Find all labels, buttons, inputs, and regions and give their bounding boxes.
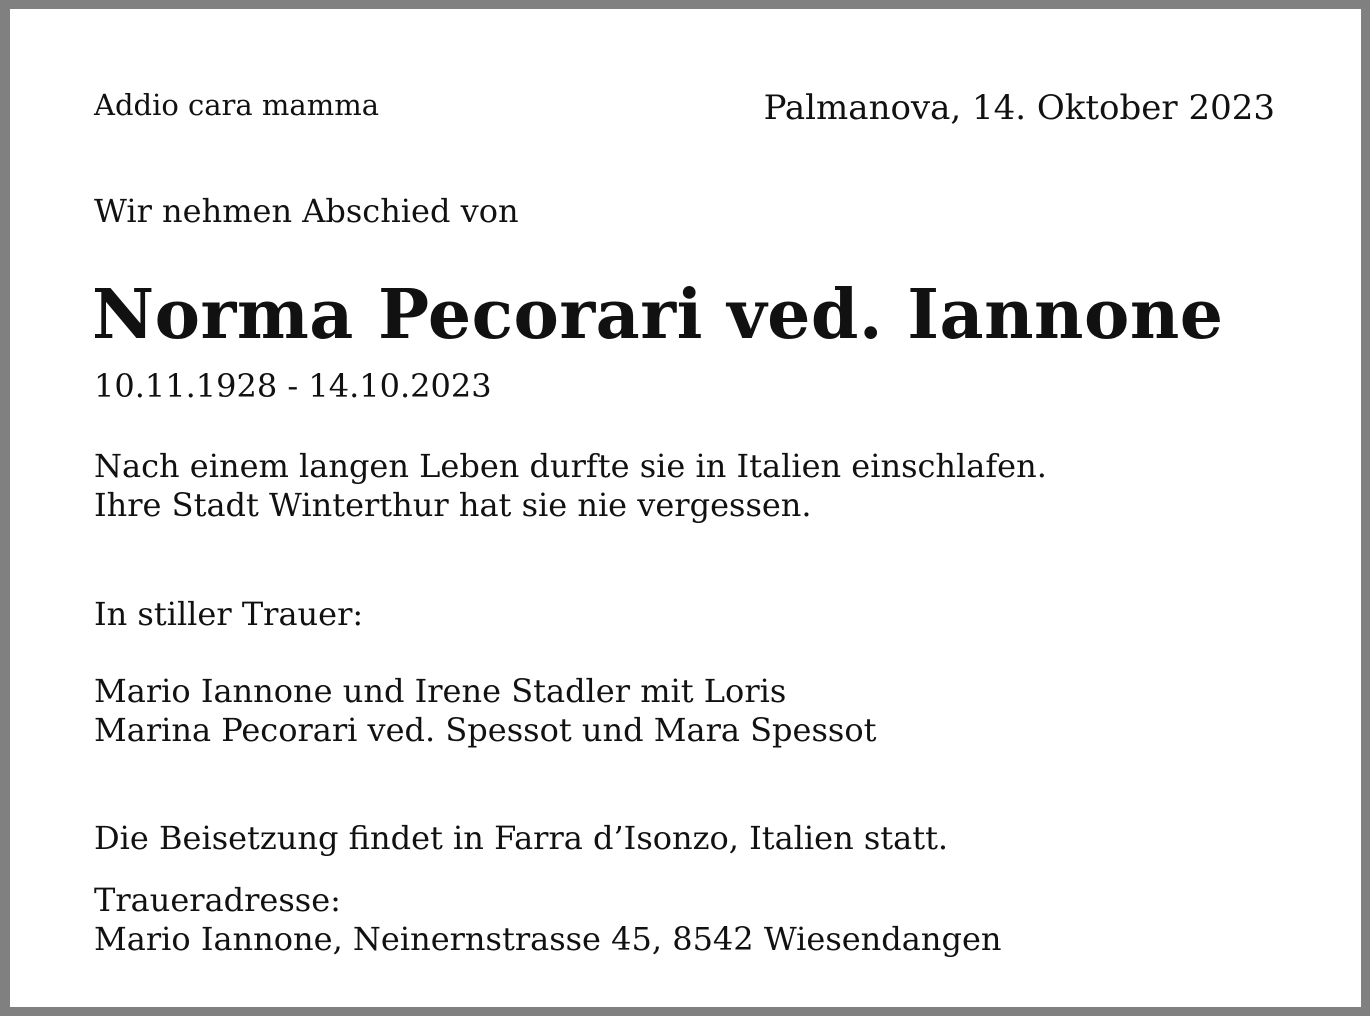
mourning-address xyxy=(94,881,1001,959)
address-value: Mario Iannone, Neinernstrasse 45, 8542 Wiesendangen xyxy=(94,920,1002,958)
address-label: Traueradresse: xyxy=(94,881,341,919)
burial-notice: Die Beisetzung findet in Farra d’Isonzo, Italien statt. xyxy=(94,819,949,857)
message-line: Ihre Stadt Winterthur hat sie nie vergessen. xyxy=(94,486,812,524)
obituary-page xyxy=(10,9,1361,1007)
mourners-list xyxy=(94,672,876,750)
place-and-date: Palmanova, 14. Oktober 2023 xyxy=(763,88,1275,128)
mourning-heading: In stiller Trauer: xyxy=(94,595,364,633)
message-line: Nach einem langen Leben durfte sie in Italien einschlafen. xyxy=(94,447,1047,485)
intro-text: Wir nehmen Abschied von xyxy=(94,192,519,230)
memorial-message xyxy=(94,447,1047,525)
life-dates: 10.11.1928 - 14.10.2023 xyxy=(94,367,492,405)
mourner-line: Marina Pecorari ved. Spessot und Mara Spessot xyxy=(94,711,877,749)
deceased-name: Norma Pecorari ved. Iannone xyxy=(92,275,1224,355)
mourner-line: Mario Iannone und Irene Stadler mit Loris xyxy=(94,672,787,710)
farewell-greeting: Addio cara mamma xyxy=(94,88,380,122)
